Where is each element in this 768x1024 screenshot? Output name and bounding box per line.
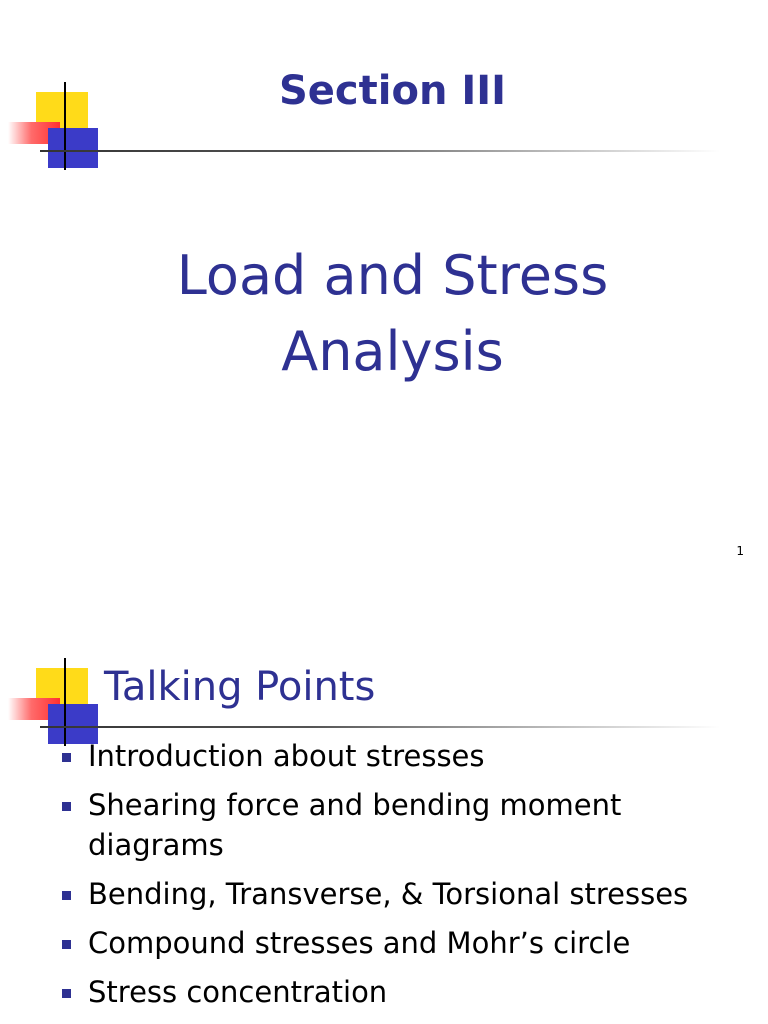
slide-2 [0,576,768,1024]
list-item: Compound stresses and Mohr’s circle [58,923,748,963]
list-item: Introduction about stresses [58,736,748,776]
slide-subtitle [0,238,768,390]
slide-title: Talking Points [104,664,376,710]
bullet-list [58,736,748,1021]
list-item: Shearing force and bending moment diagrams [58,785,748,865]
bullet-square-icon [62,989,71,998]
page-number: 1 [736,544,744,558]
bullet-square-icon [62,802,71,811]
bullet-square-icon [62,940,71,949]
bullet-square-icon [62,891,71,900]
subtitle-line-2: Analysis [281,320,504,383]
subtitle-line-1: Load and Stress [176,244,609,307]
bullet-square-icon [62,753,71,762]
section-title: Section III [278,68,506,114]
list-item: Stress concentration [58,972,748,1012]
list-item: Bending, Transverse, & Torsional stresses [58,874,748,914]
